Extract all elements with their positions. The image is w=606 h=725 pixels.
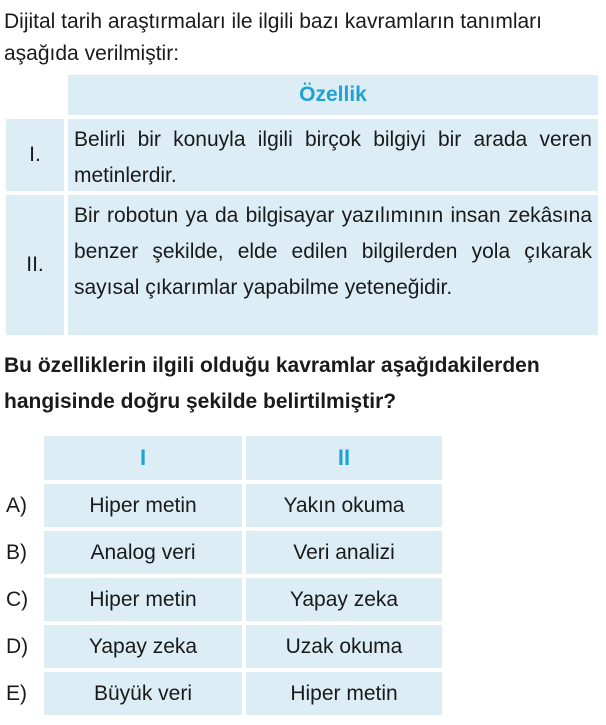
properties-row	[6, 195, 598, 335]
column-header-i: I	[44, 436, 242, 480]
properties-header: Özellik	[68, 75, 598, 115]
intro-text: Dijital tarih araştırmaları ile ilgili bazı kavramların tanımları aşağıda verilmiştir:	[4, 10, 542, 65]
option-a-col-i[interactable]: Hiper metin	[44, 484, 242, 527]
option-b-col-ii[interactable]: Veri analizi	[246, 531, 442, 574]
row-definition: Bir robotun ya da bilgisayar yazılımının insan zekâsına benzer şekilde, elde edilen bilgilerden yola çıkarak sayısal çıkarımlar yapabilme yeteneğidir.	[68, 195, 598, 335]
option-e-col-ii[interactable]: Hiper metin	[246, 672, 442, 715]
row-number: I.	[6, 119, 64, 191]
option-letter-e[interactable]: E)	[6, 681, 27, 705]
option-e-col-i[interactable]: Büyük veri	[44, 672, 242, 715]
row-number: II.	[6, 195, 64, 335]
question-text: Bu özelliklerin ilgili olduğu kavramlar aşağıdakilerden hangisinde doğru şekilde belirtilmiştir?	[4, 354, 540, 413]
option-d-col-ii[interactable]: Uzak okuma	[246, 625, 442, 668]
option-c-col-ii[interactable]: Yapay zeka	[246, 578, 442, 621]
option-letter-b[interactable]: B)	[6, 540, 27, 564]
option-d-col-i[interactable]: Yapay zeka	[44, 625, 242, 668]
option-letter-c[interactable]: C)	[6, 587, 29, 611]
column-header-ii: II	[246, 436, 442, 480]
option-letter-d[interactable]: D)	[6, 634, 29, 658]
option-b-col-i[interactable]: Analog veri	[44, 531, 242, 574]
row-definition: Belirli bir konuyla ilgili birçok bilgiyi bir arada veren metinlerdir.	[68, 119, 598, 191]
option-letter-a[interactable]: A)	[6, 493, 27, 517]
option-c-col-i[interactable]: Hiper metin	[44, 578, 242, 621]
properties-row	[6, 119, 598, 191]
option-a-col-ii[interactable]: Yakın okuma	[246, 484, 442, 527]
